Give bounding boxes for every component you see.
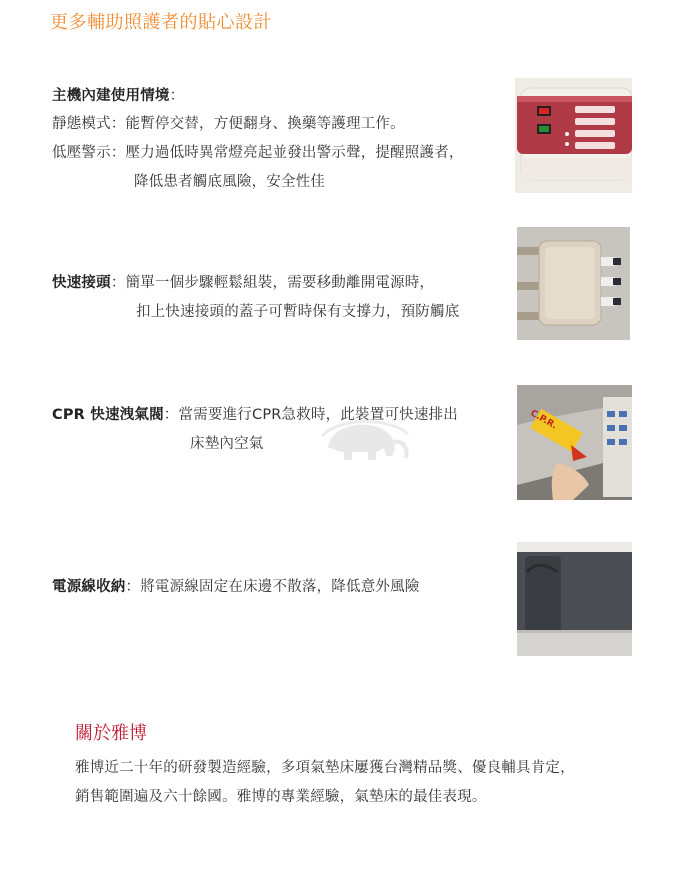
cpr-valve-text-1: ：當需要進行CPR急救時，此裝置可快速排出 (163, 407, 458, 423)
power-cord-text: ：將電源線固定在床邊不散落，降低意外風險 (125, 579, 420, 595)
about-line-1: 雅博近二十年的研發製造經驗，多項氣墊床屢獲台灣精品獎、優良輔具肯定， (75, 760, 575, 776)
section-1-line-2 (52, 141, 464, 162)
section-1-title-colon: ： (169, 88, 185, 104)
elephant-logo-watermark (318, 412, 413, 467)
control-panel-icon (515, 78, 632, 193)
section-1-title: 主機內建使用情境 (52, 88, 170, 104)
section-1-line-3: 降低患者觸底風險，安全性佳 (134, 174, 326, 190)
page-heading: 更多輔助照護者的貼心設計 (50, 12, 272, 33)
section-4-title: 電源線收納 (52, 579, 126, 595)
about-line-2: 銷售範圍遍及六十餘國。雅博的專業經驗，氣墊床的最佳表現。 (75, 789, 487, 805)
section-3-line-2: 床墊內空氣 (190, 436, 264, 452)
quick-connector-photo (517, 227, 630, 340)
power-cord-storage-photo (517, 542, 632, 656)
quick-connector-text-1: ：簡單一個步驟輕鬆組裝，需要移動離開電源時， (110, 275, 435, 291)
static-mode-text: ：能暫停交替，方便翻身、換藥等護理工作。 (110, 116, 405, 132)
section-2-line-2: 扣上快速接頭的蓋子可暫時保有支撐力，預防觸底 (136, 304, 460, 320)
low-pressure-text: ：壓力過低時異常燈亮起並發出警示聲，提醒照護者， (110, 145, 464, 161)
section-1-title-row (52, 84, 184, 105)
power-cord-icon (517, 542, 632, 656)
section-3-title: CPR 快速洩氣閥 (52, 407, 164, 423)
section-1-line-1 (52, 112, 405, 133)
section-4-line-1 (52, 575, 420, 596)
control-panel-photo (515, 78, 632, 193)
about-title: 關於雅博 (75, 723, 147, 744)
section-2-line-1 (52, 271, 434, 292)
static-mode-label: 靜態模式 (52, 116, 111, 132)
quick-connector-icon (517, 227, 630, 340)
section-2-title: 快速接頭 (52, 275, 111, 291)
elephant-icon (318, 412, 413, 467)
cpr-valve-photo (517, 385, 632, 500)
cpr-tag-label: C.P.R. (528, 408, 559, 432)
cpr-valve-icon (517, 385, 632, 500)
low-pressure-label: 低壓警示 (52, 145, 111, 161)
